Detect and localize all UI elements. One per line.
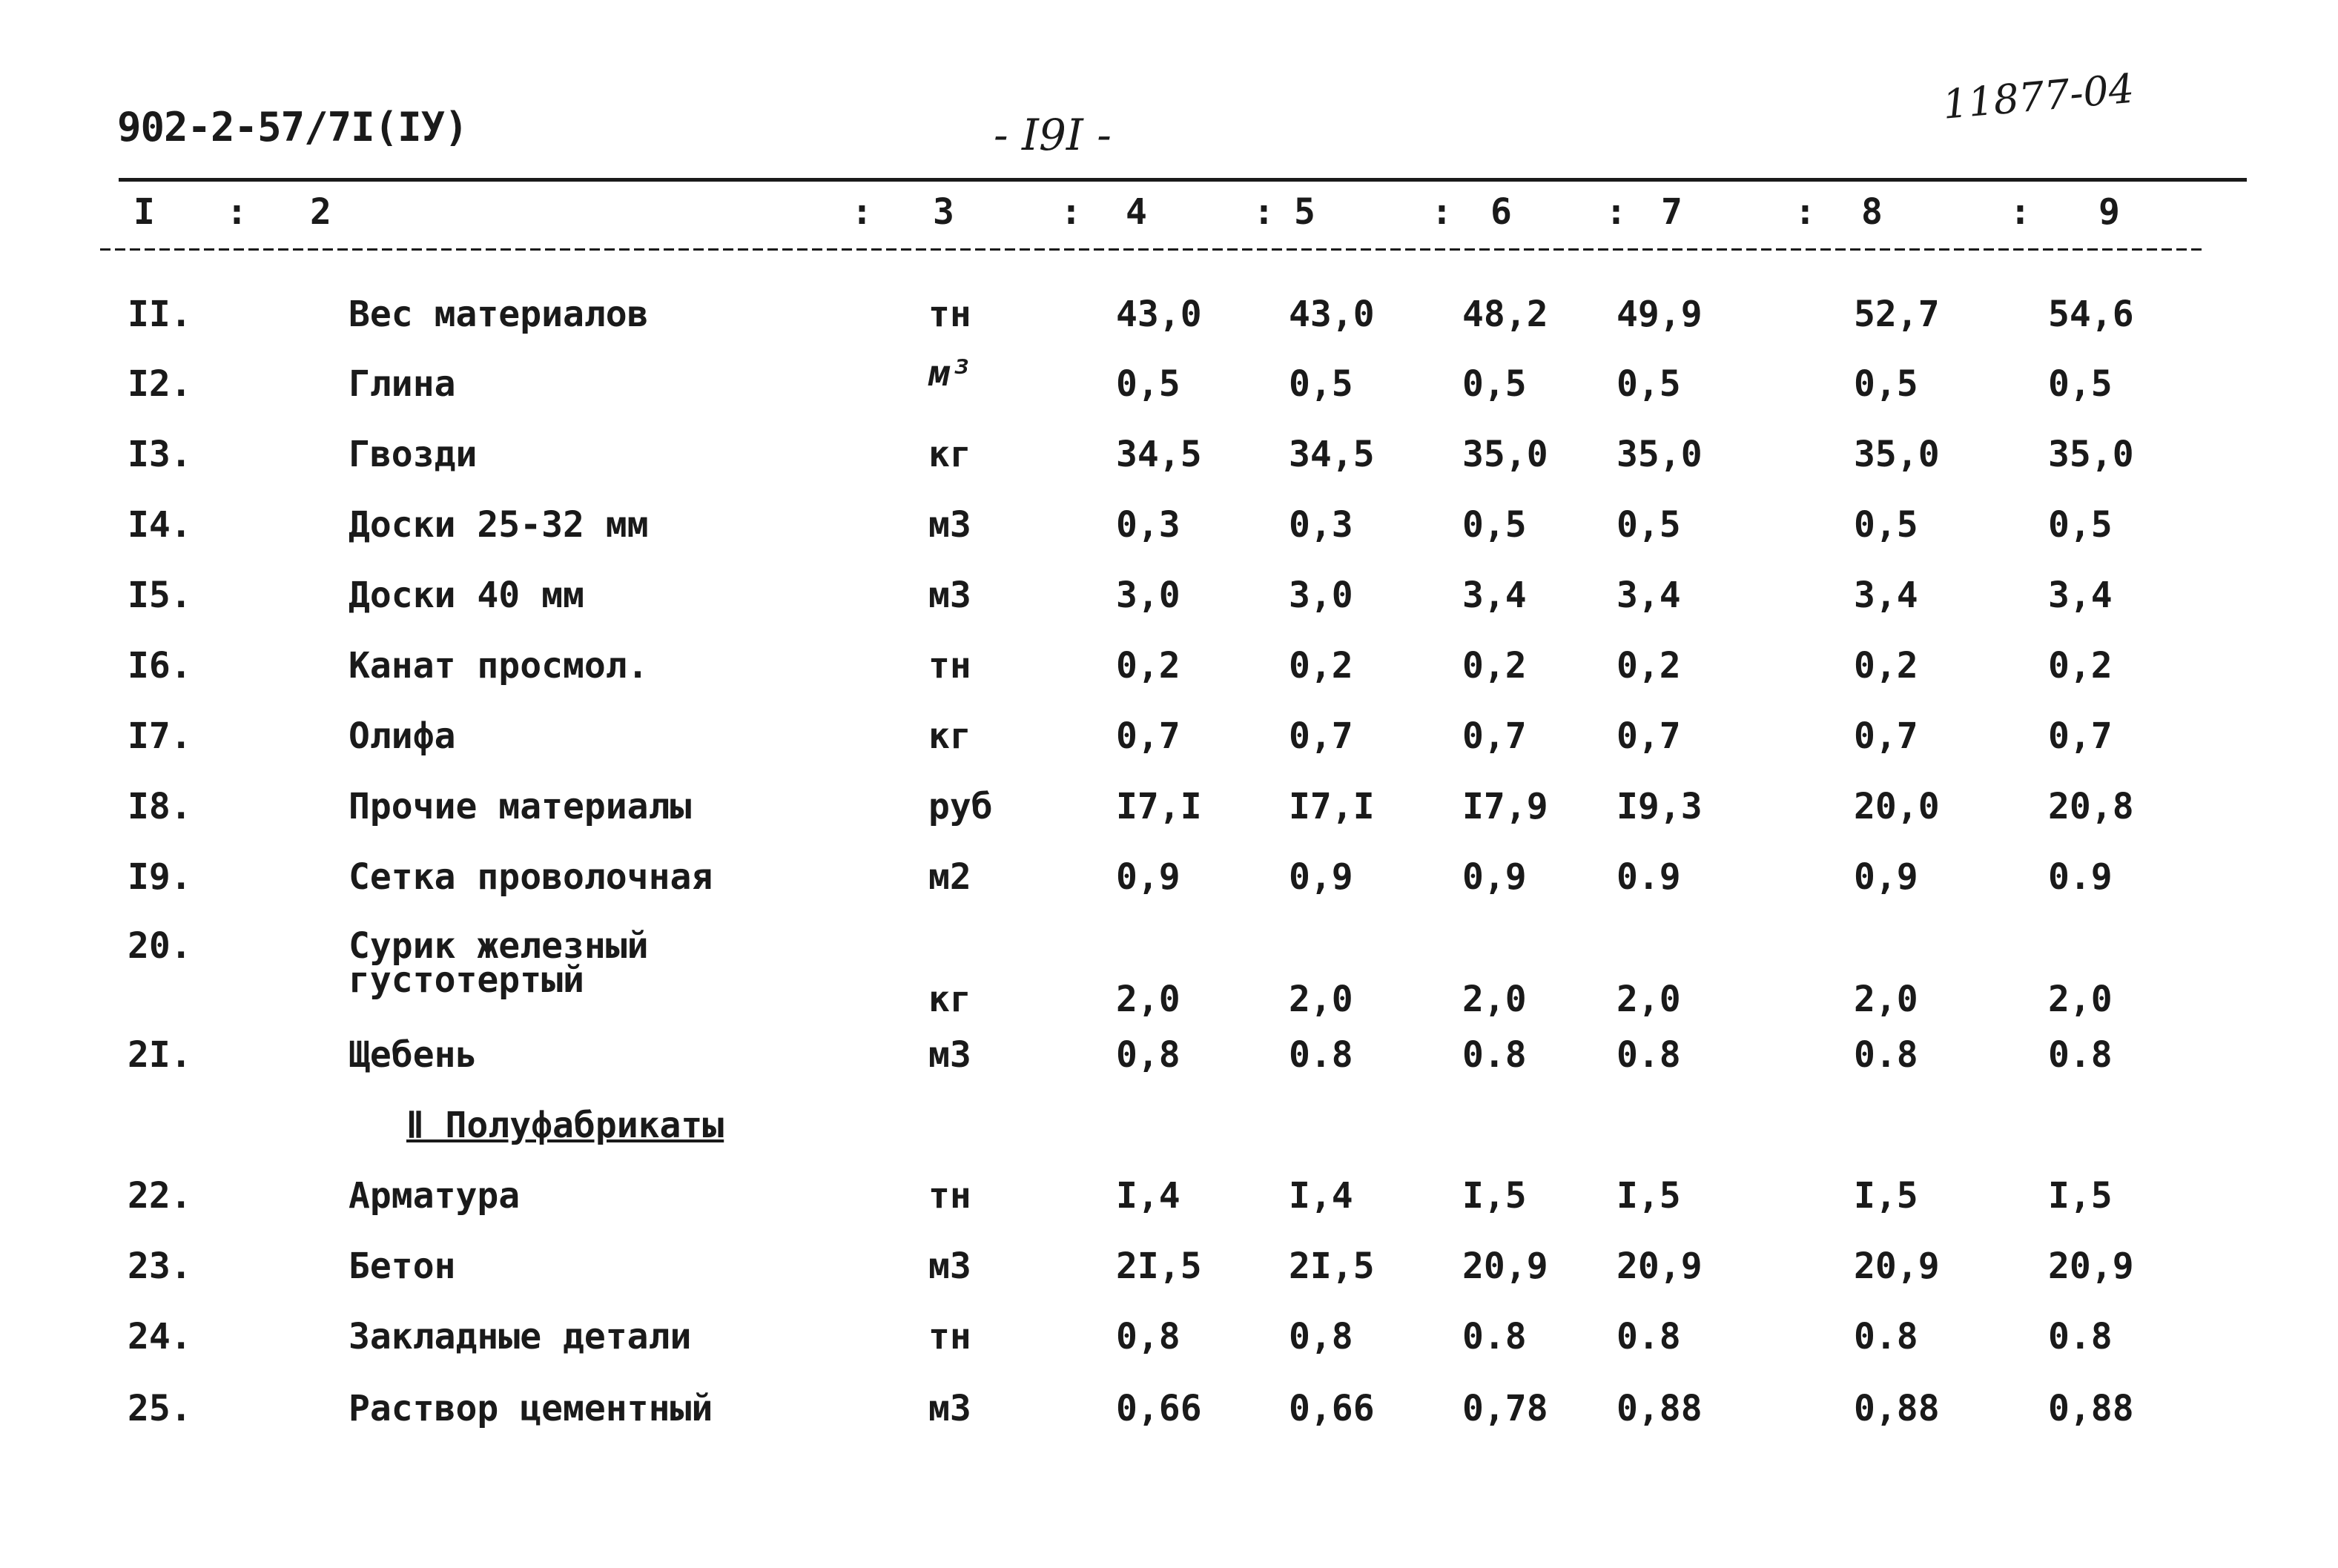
value-col-6: 2,0 — [1462, 979, 1527, 1020]
value-col-7: 35,0 — [1617, 434, 1703, 475]
value-col-8: 0,9 — [1854, 856, 1918, 898]
unit: м3 — [928, 1246, 971, 1287]
col-header-7: 7 — [1661, 191, 1682, 233]
value-col-7: 0.8 — [1617, 1316, 1681, 1357]
material-name: Сетка проволочная — [349, 856, 713, 898]
row-number: I3. — [128, 434, 192, 475]
value-col-7: 2,0 — [1617, 979, 1681, 1020]
value-col-6: 0.8 — [1462, 1316, 1527, 1357]
value-col-7: 0,5 — [1617, 504, 1681, 546]
value-col-6: 35,0 — [1462, 434, 1548, 475]
unit: м3 — [928, 575, 971, 616]
unit: м3 — [928, 1388, 971, 1429]
value-col-7: 0,7 — [1617, 715, 1681, 757]
value-col-5: 0,7 — [1289, 715, 1353, 757]
col-header-4: 4 — [1126, 191, 1147, 233]
value-col-9: 0,7 — [2048, 715, 2113, 757]
col-header-6: 6 — [1490, 191, 1512, 233]
value-col-7: 0.8 — [1617, 1034, 1681, 1076]
value-col-5: 0,2 — [1289, 645, 1353, 687]
value-col-8: 0.8 — [1854, 1316, 1918, 1357]
value-col-9: 3,4 — [2048, 575, 2113, 616]
unit: тн — [928, 1175, 971, 1217]
col-separator: : — [1794, 191, 1816, 233]
unit: кг — [928, 979, 971, 1020]
value-col-4: 2I,5 — [1116, 1246, 1202, 1287]
col-separator: : — [851, 191, 873, 233]
material-name: Глина — [349, 363, 456, 405]
value-col-5: 0,5 — [1289, 363, 1353, 405]
unit: тн — [928, 645, 971, 687]
value-col-4: 0,66 — [1116, 1388, 1202, 1429]
value-col-6: I,5 — [1462, 1175, 1527, 1217]
value-col-9: 2,0 — [2048, 979, 2113, 1020]
material-name: Доски 40 мм — [349, 575, 584, 616]
value-col-6: 0,5 — [1462, 363, 1527, 405]
value-col-8: 2,0 — [1854, 979, 1918, 1020]
value-col-8: 0,5 — [1854, 504, 1918, 546]
value-col-4: I,4 — [1116, 1175, 1180, 1217]
value-col-9: 0,5 — [2048, 504, 2113, 546]
value-col-8: 0,88 — [1854, 1388, 1940, 1429]
value-col-7: 0.9 — [1617, 856, 1681, 898]
value-col-6: 20,9 — [1462, 1246, 1548, 1287]
value-col-4: 3,0 — [1116, 575, 1180, 616]
value-col-9: 0,2 — [2048, 645, 2113, 687]
value-col-6: 48,2 — [1462, 294, 1548, 335]
value-col-5: 0,66 — [1289, 1388, 1375, 1429]
value-col-4: 34,5 — [1116, 434, 1202, 475]
value-col-9: 20,9 — [2048, 1246, 2134, 1287]
value-col-7: 0,5 — [1617, 363, 1681, 405]
row-number: I5. — [128, 575, 192, 616]
col-separator: : — [1253, 191, 1275, 233]
value-col-5: 34,5 — [1289, 434, 1375, 475]
value-col-5: 43,0 — [1289, 294, 1375, 335]
material-name: Арматура — [349, 1175, 521, 1217]
header-rule — [100, 248, 2206, 251]
value-col-9: 0,88 — [2048, 1388, 2134, 1429]
value-col-7: I,5 — [1617, 1175, 1681, 1217]
unit: тн — [928, 1316, 971, 1357]
col-separator: : — [2010, 191, 2031, 233]
material-name: Раствор цементный — [349, 1388, 713, 1429]
material-name: Доски 25-32 мм — [349, 504, 649, 546]
unit: кг — [928, 434, 971, 475]
value-col-8: 52,7 — [1854, 294, 1940, 335]
value-col-5: 0.8 — [1289, 1034, 1353, 1076]
value-col-4: I7,I — [1116, 786, 1202, 827]
value-col-8: 35,0 — [1854, 434, 1940, 475]
unit: тн — [928, 294, 971, 335]
value-col-9: 0,5 — [2048, 363, 2113, 405]
value-col-5: I,4 — [1289, 1175, 1353, 1217]
document-code: 902-2-57/7I(IУ) — [117, 104, 468, 150]
value-col-9: 54,6 — [2048, 294, 2134, 335]
value-col-5: 2,0 — [1289, 979, 1353, 1020]
value-col-5: 2I,5 — [1289, 1246, 1375, 1287]
row-number: 25. — [128, 1388, 192, 1429]
row-number: I4. — [128, 504, 192, 546]
row-number: 2I. — [128, 1034, 192, 1076]
value-col-6: 0,78 — [1462, 1388, 1548, 1429]
value-col-6: I7,9 — [1462, 786, 1548, 827]
value-col-4: 0,9 — [1116, 856, 1180, 898]
handwritten-reference: 11877-04 — [1941, 64, 2136, 128]
row-number: I8. — [128, 786, 192, 827]
row-number: 20. — [128, 925, 192, 967]
row-number: I2. — [128, 363, 192, 405]
unit: м³ — [928, 353, 971, 394]
unit: м3 — [928, 504, 971, 546]
col-header-1: I — [133, 191, 155, 233]
material-name: Прочие материалы — [349, 786, 692, 827]
material-name: Щебень — [349, 1034, 478, 1076]
row-number: II. — [128, 294, 192, 335]
value-col-7: 49,9 — [1617, 294, 1703, 335]
col-header-5: 5 — [1294, 191, 1315, 233]
value-col-6: 0.8 — [1462, 1034, 1527, 1076]
value-col-8: 20,9 — [1854, 1246, 1940, 1287]
value-col-9: I,5 — [2048, 1175, 2113, 1217]
value-col-5: I7,I — [1289, 786, 1375, 827]
value-col-5: 0,3 — [1289, 504, 1353, 546]
material-name: Гвозди — [349, 434, 478, 475]
value-col-6: 3,4 — [1462, 575, 1527, 616]
value-col-4: 0,2 — [1116, 645, 1180, 687]
value-col-7: 0,2 — [1617, 645, 1681, 687]
value-col-8: 0.8 — [1854, 1034, 1918, 1076]
col-separator: : — [226, 191, 248, 233]
material-name: Вес материалов — [349, 294, 649, 335]
value-col-6: 0,5 — [1462, 504, 1527, 546]
value-col-9: 0.8 — [2048, 1034, 2113, 1076]
section-title: Ⅱ Полуфабрикаты — [406, 1105, 724, 1146]
value-col-5: 0,9 — [1289, 856, 1353, 898]
value-col-8: 0,7 — [1854, 715, 1918, 757]
value-col-8: 3,4 — [1854, 575, 1918, 616]
unit: м3 — [928, 1034, 971, 1076]
value-col-7: 20,9 — [1617, 1246, 1703, 1287]
material-name-line-2: густотертый — [349, 959, 584, 1001]
row-number: I9. — [128, 856, 192, 898]
value-col-6: 0,7 — [1462, 715, 1527, 757]
value-col-8: I,5 — [1854, 1175, 1918, 1217]
value-col-6: 0,9 — [1462, 856, 1527, 898]
unit: кг — [928, 715, 971, 757]
page-number: - I9I - — [994, 110, 1112, 160]
unit: м2 — [928, 856, 971, 898]
row-number: I6. — [128, 645, 192, 687]
material-name: Бетон — [349, 1246, 456, 1287]
value-col-9: 0.8 — [2048, 1316, 2113, 1357]
value-col-4: 0,8 — [1116, 1316, 1180, 1357]
value-col-9: 0.9 — [2048, 856, 2113, 898]
value-col-5: 0,8 — [1289, 1316, 1353, 1357]
value-col-7: I9,3 — [1617, 786, 1703, 827]
col-separator: : — [1060, 191, 1082, 233]
col-separator: : — [1431, 191, 1453, 233]
material-name: Канат просмол. — [349, 645, 649, 687]
row-number: 23. — [128, 1246, 192, 1287]
value-col-4: 0,8 — [1116, 1034, 1180, 1076]
value-col-4: 2,0 — [1116, 979, 1180, 1020]
value-col-7: 3,4 — [1617, 575, 1681, 616]
row-number: 24. — [128, 1316, 192, 1357]
unit: руб — [928, 786, 993, 827]
material-name: Сурик железный — [349, 925, 649, 967]
value-col-5: 3,0 — [1289, 575, 1353, 616]
value-col-4: 0,5 — [1116, 363, 1180, 405]
value-col-6: 0,2 — [1462, 645, 1527, 687]
material-name: Олифа — [349, 715, 456, 757]
col-header-8: 8 — [1861, 191, 1883, 233]
row-number: I7. — [128, 715, 192, 757]
col-header-2: 2 — [310, 191, 331, 233]
value-col-9: 35,0 — [2048, 434, 2134, 475]
value-col-7: 0,88 — [1617, 1388, 1703, 1429]
col-header-3: 3 — [933, 191, 954, 233]
value-col-4: 43,0 — [1116, 294, 1202, 335]
value-col-8: 0,2 — [1854, 645, 1918, 687]
row-number: 22. — [128, 1175, 192, 1217]
material-name: Закладные детали — [349, 1316, 692, 1357]
col-header-9: 9 — [2098, 191, 2120, 233]
value-col-8: 0,5 — [1854, 363, 1918, 405]
value-col-4: 0,3 — [1116, 504, 1180, 546]
value-col-4: 0,7 — [1116, 715, 1180, 757]
value-col-9: 20,8 — [2048, 786, 2134, 827]
value-col-8: 20,0 — [1854, 786, 1940, 827]
top-rule — [119, 178, 2247, 182]
col-separator: : — [1605, 191, 1627, 233]
